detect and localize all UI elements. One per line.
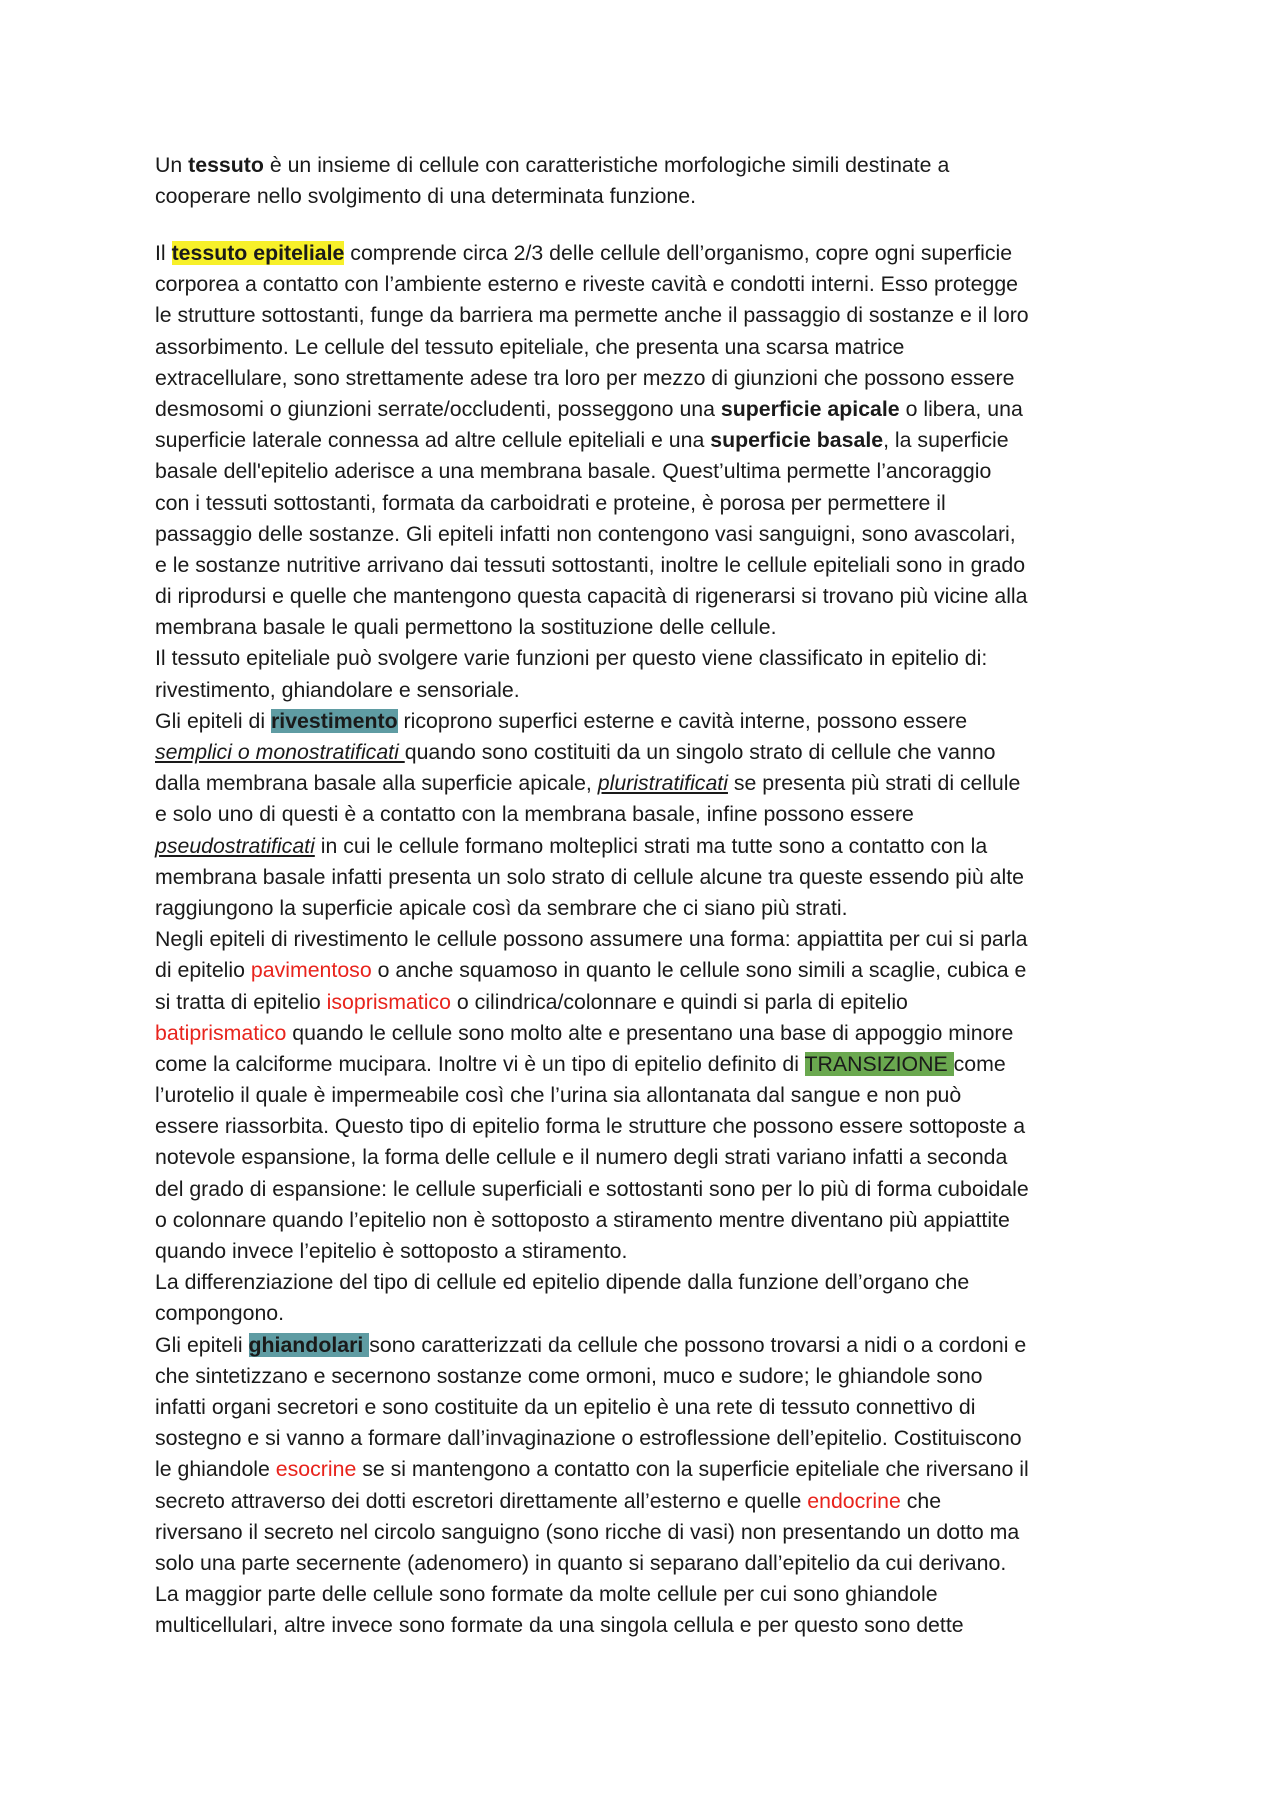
text-line: di riprodursi e quelle che mantengono questa capacità di rigenerarsi si trovano più vicine alla [155,584,1028,609]
text-run: come la calciforme mucipara. Inoltre vi è un tipo di epitelio definito di [155,1051,805,1076]
text-run: di epitelio [155,958,251,983]
text-run: si tratta di epitelio [155,989,327,1014]
text-run: che [900,1488,942,1513]
text-line [155,768,1135,799]
term-batiprismatico: batiprismatico [155,1020,287,1045]
text-run: se presenta più strati di cellule [727,771,1021,796]
term-transizione-highlight: TRANSIZIONE [804,1051,954,1076]
term-esocrine: esocrine [275,1457,357,1482]
text-line: La differenziazione del tipo di cellule ed epitelio dipende dalla funzione dell’organo che [155,1270,970,1295]
text-line: membrana basale le quali permettono la sostituzione delle cellule. [155,615,777,640]
text-line [155,150,1135,181]
text-line [155,1454,1135,1485]
text-line: rivestimento, ghiandolare e sensoriale. [155,677,520,702]
text-run: Un [155,153,189,177]
text-run: o libera, una [899,396,1023,421]
term-pseudostratificati: pseudostratificati [155,833,315,858]
text-line: o colonnare quando l’epitelio non è sottoposto a stiramento mentre diventano più appiattite [155,1207,1010,1232]
text-run: ricoprono superfici esterne e cavità interne, possono essere [397,708,968,733]
term-rivestimento-highlight: rivestimento [271,708,398,733]
text-line: raggiungono la superficie apicale così da sembrare che ci siano più strati. [155,895,848,920]
text-line [155,737,1135,768]
text-run: dalla membrana basale alla superficie apicale, [155,771,598,796]
text-line [155,987,1135,1018]
text-run: sono caratterizzati da cellule che possono trovarsi a nidi o a cordoni e [369,1332,1027,1357]
text-line [155,1018,1135,1049]
text-line: che sintetizzano e secernono sostanze come ormoni, muco e sudore; le ghiandole sono [155,1363,983,1388]
text-line: l’urotelio il quale è impermeabile così che l’urina sia allontanata dal sangue e non può [155,1083,962,1108]
text-line: le strutture sottostanti, funge da barriera ma permette anche il passaggio di sostanze e il loro [155,303,1029,328]
text-line [155,955,1135,986]
text-line: con i tessuti sottostanti, formata da carboidrati e proteine, è porosa per permettere il [155,490,946,515]
term-semplici-monostratificati: semplici o monostratificati [155,740,405,764]
text-line: membrana basale infatti presenta un solo strato di cellule alcune tra queste essendo più alte [155,864,1024,889]
text-line [155,1486,1135,1517]
text-line: solo una parte secernente (adenomero) in quanto si separano dall’epitelio da cui derivano. [155,1550,1007,1575]
text-line: sostegno e si vanno a formare dall’invaginazione o estroflessione dell’epitelio. Costituiscono [155,1426,1022,1451]
text-run: in cui le cellule formano molteplici strati ma tutte sono a contatto con la [314,833,988,858]
text-run: è un insieme di cellule con caratteristiche morfologiche simili destinate a [263,153,950,177]
text-line [155,831,1135,862]
text-run: se si mantengono a contatto con la superficie epiteliale che riversano il [356,1457,1029,1482]
text-line: essere riassorbita. Questo tipo di epitelio forma le strutture che possono essere sottoposte a [155,1114,1026,1139]
text-line: multicellulari, altre invece sono formate da una singola cellula e per questo sono dette [155,1613,964,1638]
text-line: infatti organi secretori e sono costituite da un epitelio è una rete di tessuto connettivo di [155,1394,976,1419]
text-line: del grado di espansione: le cellule superficiali e sottostanti sono per lo più di forma cuboidale [155,1176,1029,1201]
text-line: passaggio delle sostanze. Gli epiteli infatti non contengono vasi sanguigni, sono avascolari, [155,521,1016,546]
text-run: secreto attraverso dei dotti escretori direttamente all’esterno e quelle [155,1488,808,1513]
text-line: e le sostanze nutritive arrivano dai tessuti sottostanti, inoltre le cellule epiteliali sono in grado [155,552,1026,577]
term-pluristratificati: pluristratificati [597,771,728,796]
text-run: , la superficie [883,428,1009,453]
text-line: basale dell'epitelio aderisce a una membrana basale. Quest’ultima permette l’ancoraggio [155,459,992,484]
text-run: Il [155,241,172,265]
text-line [155,425,1135,456]
text-line: notevole espansione, la forma delle cellule e il numero degli strati variano infatti a seconda [155,1145,1008,1170]
text-line [155,238,1135,269]
paragraph-intro [155,150,1135,212]
text-line [155,1330,1135,1361]
text-run: quando sono costituiti da un singolo strato di cellule che vanno [404,740,996,764]
text-line [155,706,1135,737]
term-pavimentoso: pavimentoso [250,958,372,983]
text-run: o cilindrica/colonnare e quindi si parla di epitelio [450,989,908,1014]
text-line [155,1049,1135,1080]
text-run: comprende circa 2/3 delle cellule dell’organismo, copre ogni superficie [344,241,1013,265]
text-run: Gli epiteli [155,1332,249,1357]
paragraph-main [155,238,1135,1641]
term-ghiandolari-highlight: ghiandolari [248,1332,370,1357]
text-line: assorbimento. Le cellule del tessuto epiteliale, che presenta una scarsa matrice [155,334,905,359]
term-tessuto: tessuto [188,153,264,177]
term-endocrine: endocrine [807,1488,901,1513]
text-run: quando le cellule sono molto alte e presentano una base di appoggio minore [286,1020,1014,1045]
term-tessuto-epiteliale-highlight: tessuto epiteliale [171,241,345,265]
text-run: Gli epiteli di [155,708,271,733]
text-line: quando invece l’epitelio è sottoposto a stiramento. [155,1239,628,1263]
text-line [155,394,1135,425]
text-run: come [953,1051,1006,1076]
term-isoprismatico: isoprismatico [326,989,451,1014]
text-line: e solo uno di questi è a contatto con la membrana basale, infine possono essere [155,802,914,827]
text-run: desmosomi o giunzioni serrate/occludenti, posseggono una [155,396,721,421]
text-run: o anche squamoso in quanto le cellule sono simili a scaglie, cubica e [371,958,1027,983]
term-superficie-apicale: superficie apicale [720,396,900,421]
text-run: superficie laterale connessa ad altre cellule epiteliali e una [155,428,711,453]
term-superficie-basale: superficie basale [710,428,884,453]
text-line: compongono. [155,1301,285,1326]
text-line: cooperare nello svolgimento di una determinata funzione. [155,184,697,209]
text-line: La maggior parte delle cellule sono formate da molte cellule per cui sono ghiandole [155,1582,938,1607]
text-line: Il tessuto epiteliale può svolgere varie funzioni per questo viene classificato in epitelio di: [155,646,988,671]
text-line: Negli epiteli di rivestimento le cellule possono assumere una forma: appiattita per cui si parla [155,927,1028,952]
text-line: riversano il secreto nel circolo sanguigno (sono ricche di vasi) non presentando un dotto ma [155,1519,1020,1544]
text-line: corporea a contatto con l’ambiente esterno e riveste cavità e condotti interni. Esso protegge [155,272,1019,297]
text-run: le ghiandole [155,1457,276,1482]
text-line: extracellulare, sono strettamente adese tra loro per mezzo di giunzioni che possono essere [155,365,1015,390]
